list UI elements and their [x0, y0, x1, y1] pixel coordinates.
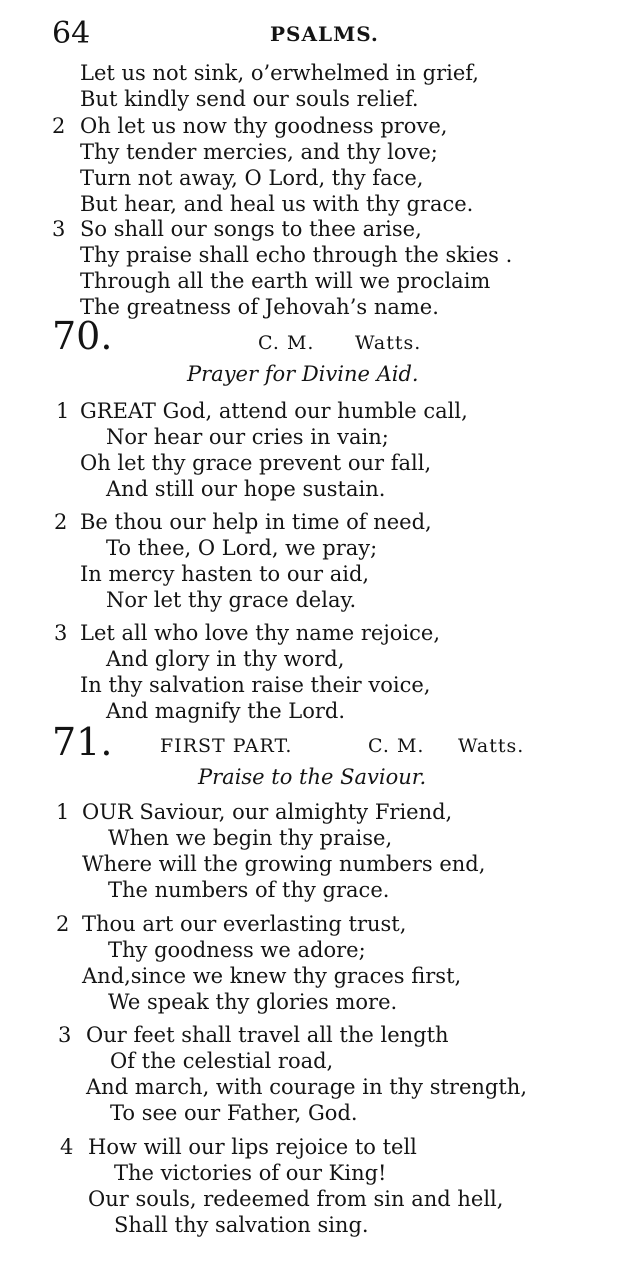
hymn-line: To thee, O Lord, we pray; [106, 536, 378, 560]
hymn-line: Where will the growing numbers end, [82, 852, 486, 876]
hymn-line: GREAT God, attend our humble call, [80, 399, 468, 423]
hymn-line: But hear, and heal us with thy grace. [80, 192, 474, 216]
hymn-line: And march, with courage in thy strength, [86, 1075, 527, 1099]
hymn-line: Thou art our everlasting trust, [82, 912, 407, 936]
verse-number: 3 [52, 217, 66, 241]
hymn-subtitle: Prayer for Divine Aid. [187, 362, 419, 386]
hymn-line: Nor hear our cries in vain; [106, 425, 389, 449]
hymn-line: When we begin thy praise, [108, 826, 393, 850]
page-number: 64 [52, 16, 91, 51]
hymn-part: FIRST PART. [160, 735, 293, 757]
hymn-line: How will our lips rejoice to tell [88, 1135, 417, 1159]
hymn-line: Let all who love thy name rejoice, [80, 621, 441, 645]
hymn-line: Our feet shall travel all the length [86, 1023, 449, 1047]
verse-number: 2 [56, 912, 70, 936]
verse-number: 1 [56, 800, 70, 824]
hymn-line: Thy goodness we adore; [108, 938, 366, 962]
hymn-line: So shall our songs to thee arise, [80, 217, 422, 241]
hymn-line: Nor let thy grace delay. [106, 588, 357, 612]
hymn-line: Through all the earth will we proclaim [80, 269, 491, 293]
hymn-line: Let us not sink, o’erwhelmed in grief, [80, 61, 479, 85]
hymn-line: Of the celestial road, [110, 1049, 334, 1073]
hymn-line: But kindly send our souls relief. [80, 87, 419, 111]
verse-number: 4 [60, 1135, 74, 1159]
hymn-line: Oh let thy grace prevent our fall, [80, 451, 432, 475]
hymn-line: In thy salvation raise their voice, [80, 673, 431, 697]
running-head: PSALMS. [270, 22, 379, 46]
hymn-line: OUR Saviour, our almighty Friend, [82, 800, 453, 824]
verse-number: 2 [52, 114, 66, 138]
hymn-line: Turn not away, O Lord, thy face, [80, 166, 424, 190]
verse-number: 3 [58, 1023, 72, 1047]
hymn-line: And,since we knew thy graces first, [82, 964, 462, 988]
hymn-subtitle: Praise to the Saviour. [198, 765, 427, 789]
hymn-line: And magnify the Lord. [106, 699, 346, 723]
hymn-line: The greatness of Jehovah’s name. [80, 295, 439, 319]
hymn-author: Watts. [458, 735, 525, 757]
verse-number: 2 [54, 510, 68, 534]
hymn-number: 71. [52, 720, 113, 764]
hymn-line: We speak thy glories more. [108, 990, 398, 1014]
hymn-line: The victories of our King! [114, 1161, 387, 1185]
hymn-line: Shall thy salvation sing. [114, 1213, 369, 1237]
hymn-line: Thy praise shall echo through the skies . [80, 243, 513, 267]
hymn-line: Thy tender mercies, and thy love; [80, 140, 438, 164]
hymn-line: And glory in thy word, [106, 647, 345, 671]
hymn-author: Watts. [355, 332, 422, 354]
verse-number: 3 [54, 621, 68, 645]
verse-number: 1 [56, 399, 70, 423]
hymn-line: In mercy hasten to our aid, [80, 562, 370, 586]
hymn-line: Our souls, redeemed from sin and hell, [88, 1187, 504, 1211]
hymn-line: To see our Father, God. [110, 1101, 358, 1125]
hymn-meter: C. M. [258, 332, 315, 354]
hymn-line: The numbers of thy grace. [108, 878, 390, 902]
hymn-line: And still our hope sustain. [106, 477, 386, 501]
hymn-line: Oh let us now thy goodness prove, [80, 114, 448, 138]
hymn-number: 70. [52, 314, 113, 358]
hymn-line: Be thou our help in time of need, [80, 510, 432, 534]
hymn-meter: C. M. [368, 735, 425, 757]
